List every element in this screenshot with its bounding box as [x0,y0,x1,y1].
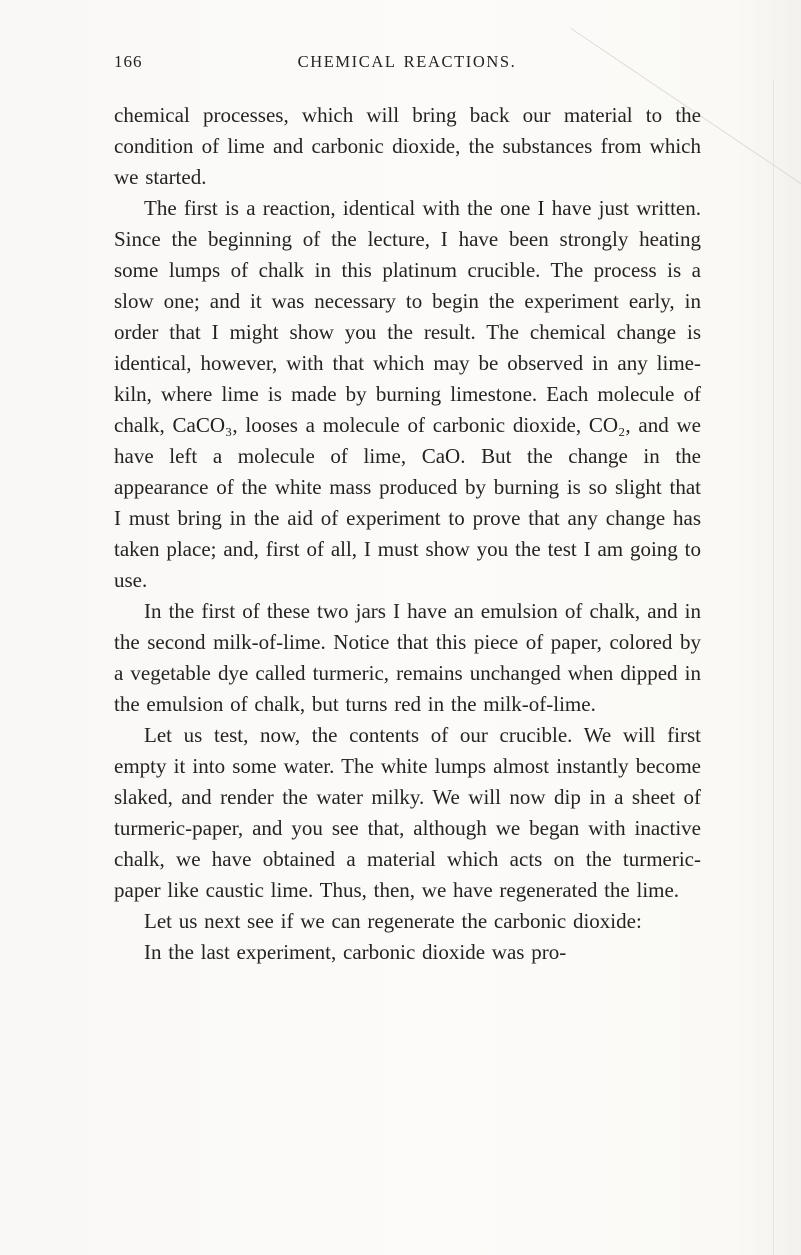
page-number: 166 [114,52,143,71]
body-text [114,100,701,968]
paragraph: Let us next see if we can regenerate the carbonic dioxide: [144,909,642,933]
paragraph: In the last experiment, carbonic dioxide was pro- [144,940,567,964]
paragraph-continuation: chemical processes, which will bring back our material to the condition of lime and carbonic dioxide, the substances from which we started. [114,103,701,189]
paragraph: Let us test, now, the contents of our crucible. We will first empty it into some water. The white lumps almost instantly become slaked, and render the water milky. We will now dip in a sheet of turmeric-paper, and you see that, although we began with inactive chalk, we have obtained a material which acts on the turmeric-paper like caustic lime. Thus, then, we have regenerated the lime. [114,723,701,902]
running-header: CHEMICAL REACTIONS. [297,52,517,71]
page-header [114,52,700,76]
paragraph: The first is a reaction, identical with the one I have just written. Since the beginning of the lecture, I have been strongly heating some lumps of chalk in this platinum crucible. The process is a slow one; and it was necessary to begin the experiment early, in order that I might show you the result. The chemical change is identical, however, with that which may be observed in any lime-kiln, where lime is made by burning limestone. Each molecule of chalk, CaCO₃, looses a molecule of carbonic dioxide, CO₂, and we have left a molecule of lime, CaO. But the change in the appearance of the white mass produced by burning is so slight that I must bring in the aid of experiment to prove that any change has taken place; and, first of all, I must show you the test I am going to use. [114,196,701,592]
page-edge-shadow [773,80,774,1255]
paragraph: In the first of these two jars I have an emulsion of chalk, and in the second milk-of-lime. Notice that this piece of paper, colored by a vegetable dye called turmeric, remains unchanged when dipped in the emulsion of chalk, but turns red in the milk-of-lime. [114,599,701,716]
